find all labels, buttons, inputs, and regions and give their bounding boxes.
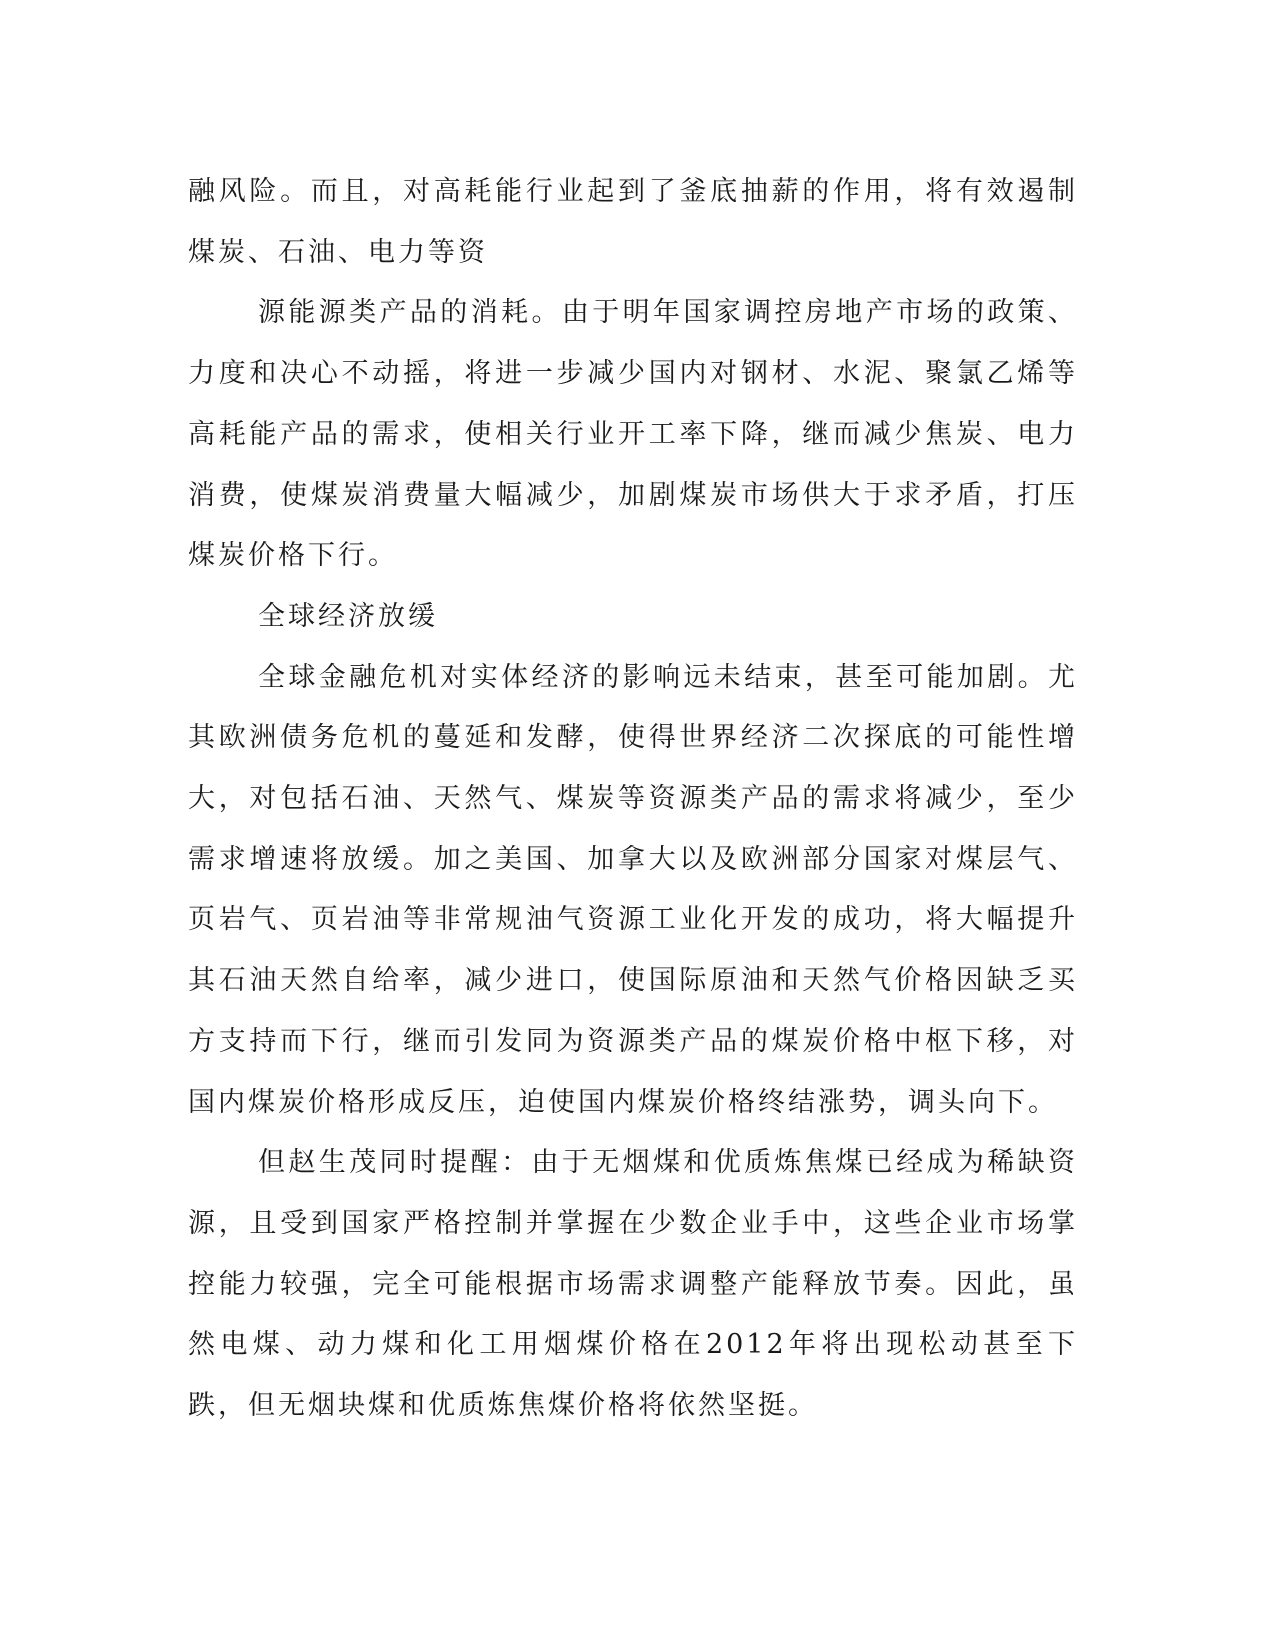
paragraph-global-crisis: 全球金融危机对实体经济的影响远未结束，甚至可能加剧。尤其欧洲债务危机的蔓延和发酵，使得世界经济二次探底的可能性增大，对包括石油、天然气、煤炭等资源类产品的需求将减少，至少需求增速将放缓。加之美国、加拿大以及欧洲部分国家对煤层气、页岩气、页岩油等非常规油气资源工业化开发的成功，将大幅提升其石油天然自给率，减少进口，使国际原油和天然气价格因缺乏买方支持而下行，继而引发同为资源类产品的煤炭价格中枢下移，对国内煤炭价格形成反压，迫使国内煤炭价格终结涨势，调头向下。 [188, 661, 1078, 1118]
paragraph-energy-consumption: 源能源类产品的消耗。由于明年国家调控房地产市场的政策、力度和决心不动摇，将进一步减少国内对钢材、水泥、聚氯乙烯等高耗能产品的需求，使相关行业开工率下降，继而减少焦炭、电力消费，使煤炭消费量大幅减少，加剧煤炭市场供大于求矛盾，打压煤炭价格下行。 [188, 297, 1078, 572]
document-body [188, 162, 1078, 1437]
paragraph-continuation: 融风险。而且，对高耗能行业起到了釜底抽薪的作用，将有效遏制煤炭、石油、电力等资 [188, 176, 1078, 268]
section-heading-global-slowdown: 全球经济放缓 [258, 600, 438, 632]
paragraph-scarce-resources: 但赵生茂同时提醒：由于无烟煤和优质炼焦煤已经成为稀缺资源，且受到国家严格控制并掌握在少数企业手中，这些企业市场掌控能力较强，完全可能根据市场需求调整产能释放节奏。因此，虽然电煤、动力煤和化工用烟煤价格在2012年将出现松动甚至下跌，但无烟块煤和优质炼焦煤价格将依然坚挺。 [188, 1147, 1078, 1422]
